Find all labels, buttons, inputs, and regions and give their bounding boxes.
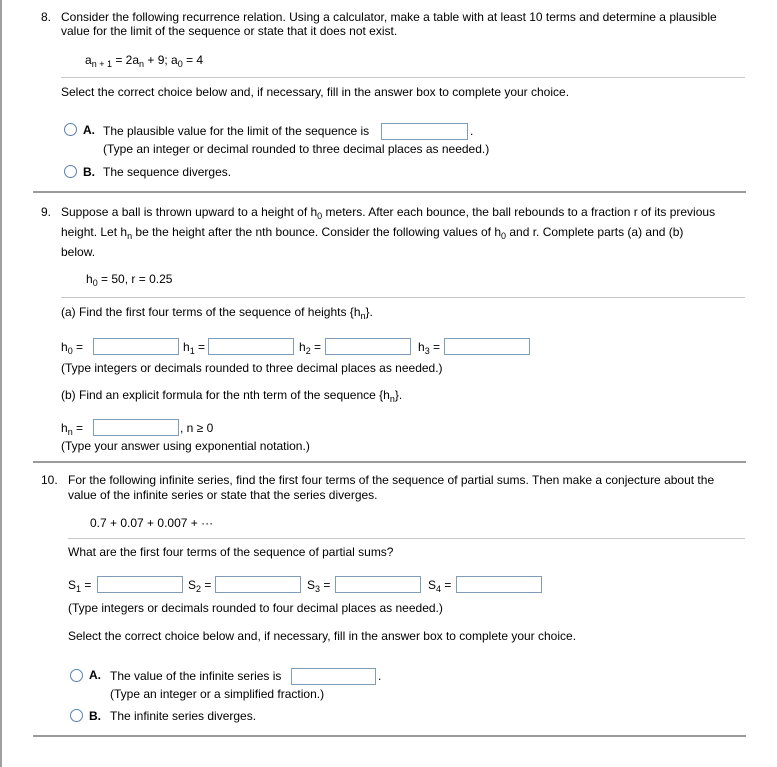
instruction-text: Select the correct choice below and, if necessary, fill in the answer box to complete your choice. [61,85,570,99]
instruction-text: Select the correct choice below and, if necessary, fill in the answer box to complete your choice. [68,629,577,643]
s1-label: $S_1$ = [68,578,92,594]
infinite-series: 0.7 + 0.07 + 0.007 + ··· [90,516,214,530]
choice-b-letter: B. [83,165,95,179]
part-a-heading: (a) Find the first four terms of the sequence of heights $\{h_n\}$. [61,305,373,321]
s2-input[interactable] [215,576,301,593]
s3-label: $S_3$ = [307,578,331,594]
choice-b-letter: B. [89,709,101,723]
question-prompt-line2: value of the infinite series or state that the series diverges. [68,488,378,502]
partial-sums-note: (Type integers or decimals rounded to four decimal places as needed.) [68,601,443,615]
hn-formula-input[interactable] [93,419,179,436]
choice-b-radio[interactable] [64,165,77,178]
question-number: 8. [41,10,52,24]
question-number: 9. [41,205,52,219]
question-prompt-line1: For the following infinite series, find the first four terms of the sequence of partial sums. Then make a conjecture about the [68,473,715,487]
choice-a-text: The plausible value for the limit of the sequence is [103,124,370,138]
period: . [470,124,474,138]
h3-input[interactable] [444,338,530,355]
left-border [0,0,2,767]
h0-label: $h_0$ = [61,340,84,356]
s1-input[interactable] [97,576,183,593]
part-b-heading: (b) Find an explicit formula for the nth term of the sequence $\{h_n\}$. [61,388,403,404]
question-separator [33,191,746,193]
h1-label: $h_1$ = [183,340,206,356]
s4-input[interactable] [456,576,542,593]
h3-label: $h_3$ = [418,340,441,356]
choice-a-note: (Type an integer or a simplified fraction.) [110,687,325,701]
question-separator [33,461,746,463]
limit-answer-input[interactable] [381,123,468,140]
question-prompt-line1: Suppose a ball is thrown upward to a height of $h_0$ meters. After each bounce, the ball rebounds to a fraction r of its previous [61,205,716,221]
given-values: $h_0 = 50$, r = 0.25 [86,272,173,288]
choice-a-radio[interactable] [70,669,83,682]
choice-a-note: (Type an integer or decimal rounded to three decimal places as needed.) [103,142,490,156]
divider [68,538,745,539]
divider [61,297,745,298]
question-number: 10. [41,473,58,487]
question-prompt-line3: below. [61,245,96,259]
question-separator [33,735,746,737]
s4-label: $S_4$ = [428,578,452,594]
choice-b-radio[interactable] [70,709,83,722]
s3-input[interactable] [335,576,421,593]
period: . [378,669,382,683]
domain-condition: , n ≥ 0 [180,421,214,435]
recurrence-relation: $a_{n + 1} = 2a_n + 9$; $a_0 = 4$ [85,53,204,69]
part-b-note: (Type your answer using exponential notation.) [61,439,310,453]
series-value-input[interactable] [291,668,376,685]
h1-input[interactable] [208,338,294,355]
divider [61,77,745,78]
question-prompt-line2: value for the limit of the sequence or state that it does not exist. [61,24,398,38]
choice-a-letter: A. [89,668,101,682]
choice-b-text: The sequence diverges. [103,165,232,179]
hn-label: $h_n$ = [61,421,84,437]
h0-input[interactable] [93,338,179,355]
s2-label: $S_2$ = [188,578,212,594]
question-prompt-line1: Consider the following recurrence relation. Using a calculator, make a table with at least 10 terms and determine a plausible [61,10,717,24]
h2-input[interactable] [325,338,411,355]
question-prompt-line2: height. Let $h_n$ be the height after the nth bounce. Consider the following values of $h_0$ and r. Complete parts (a) and (b) [61,225,684,241]
choice-b-text: The infinite series diverges. [110,709,257,723]
choice-a-text: The value of the infinite series is [110,669,282,683]
h2-label: $h_2$ = [299,340,322,356]
choice-a-letter: A. [83,123,95,137]
partial-sums-question: What are the first four terms of the sequence of partial sums? [68,545,394,559]
choice-a-radio[interactable] [64,123,77,136]
part-a-note: (Type integers or decimals rounded to three decimal places as needed.) [61,361,443,375]
